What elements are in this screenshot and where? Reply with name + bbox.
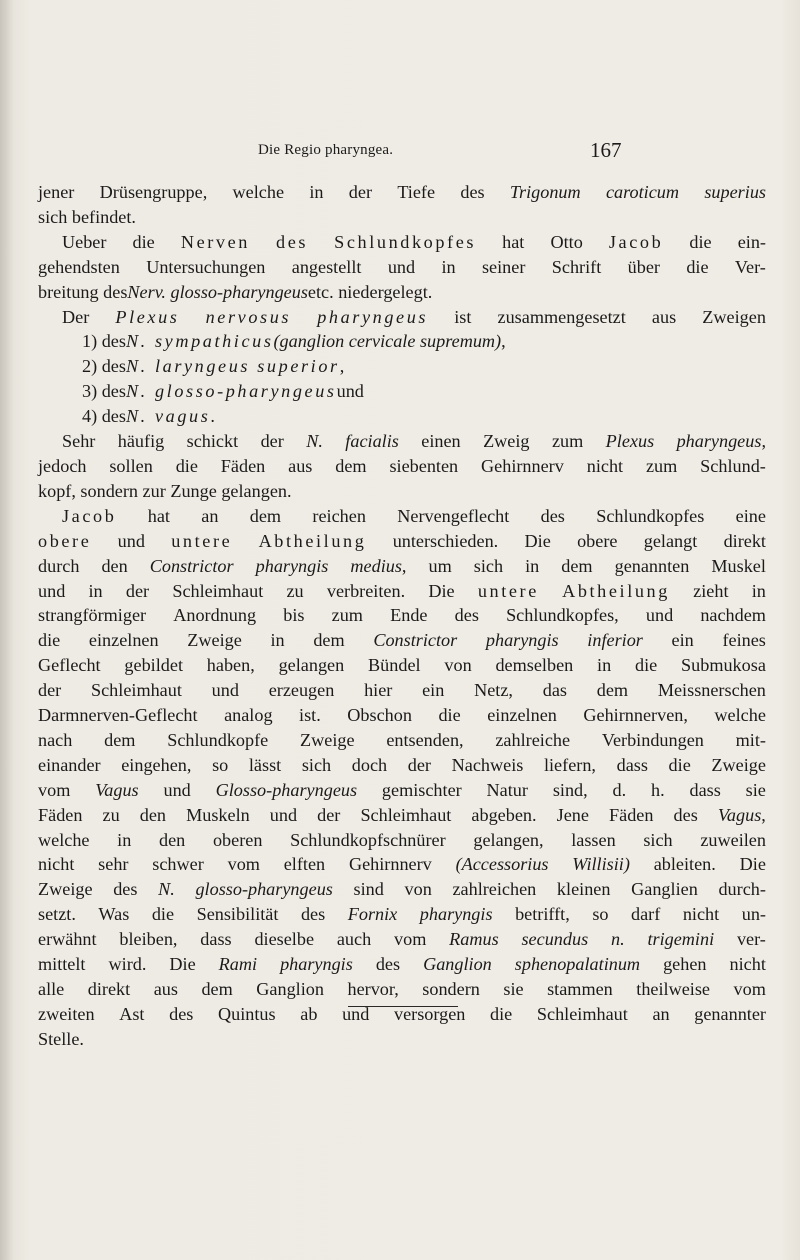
text-line: 2) des N. laryngeus superior , bbox=[82, 356, 345, 377]
text-line: obere und untere Abtheilung unterschieden. Die obere gelangt direkt bbox=[38, 530, 766, 551]
text-line: Geflecht gebildet haben, gelangen Bündel von demselben in die Submukosa bbox=[38, 655, 766, 676]
text-line: nach dem Schlundkopfe Zweige entsenden, zahlreiche Verbindungen mit- bbox=[38, 729, 766, 750]
text-line: zweiten Ast des Quintus ab und versorgen die Schleimhaut an genannter bbox=[38, 1003, 766, 1024]
text-line: Ueber die Nerven des Schlundkopfes hat Otto Jacob die ein- bbox=[62, 231, 766, 252]
text-line: vom Vagus und Glosso-pharyngeus gemischter Natur sind, d. h. dass sie bbox=[38, 779, 766, 800]
text-line: die einzelnen Zweige in dem Constrictor pharyngis inferior ein feines bbox=[38, 630, 766, 651]
text-line: mittelt wird. Die Rami pharyngis des Ganglion sphenopalatinum gehen nicht bbox=[38, 954, 766, 975]
text-line: kopf, sondern zur Zunge gelangen. bbox=[38, 480, 292, 501]
text-line: 4) des N. vagus . bbox=[82, 406, 215, 427]
text-line: nicht sehr schwer vom elften Gehirnnerv (Accessorius Willisii) ableiten. Die bbox=[38, 854, 766, 875]
page-header bbox=[0, 138, 800, 168]
text-line: erwähnt bleiben, dass dieselbe auch vom Ramus secundus n. trigemini ver- bbox=[38, 929, 766, 950]
text-line: durch den Constrictor pharyngis medius, um sich in dem genannten Muskel bbox=[38, 555, 766, 576]
text-line: der Schleimhaut und erzeugen hier ein Netz, das dem Meissnerschen bbox=[38, 680, 766, 701]
text-line: Fäden zu den Muskeln und der Schleimhaut abgeben. Jene Fäden des Vagus, bbox=[38, 804, 766, 825]
text-line: 3) des N. glosso-pharyngeus und bbox=[82, 381, 364, 402]
text-line: jener Drüsengruppe, welche in der Tiefe des Trigonum caroticum superius bbox=[38, 182, 766, 202]
text-line: strangförmiger Anordnung bis zum Ende des Schlundkopfes, und nachdem bbox=[38, 605, 766, 626]
text-line: sich befindet. bbox=[38, 206, 136, 227]
text-line: 1) des N. sympathicus (ganglion cervicale supremum) , bbox=[82, 331, 506, 352]
text-line: gehendsten Untersuchungen angestellt und in seiner Schrift über die Ver- bbox=[38, 256, 766, 277]
text-line: breitung des Nerv. glosso-pharyngeus etc. niedergelegt. bbox=[38, 281, 433, 302]
text-line: Jacob hat an dem reichen Nervengeflecht des Schlundkopfes eine bbox=[62, 505, 766, 526]
text-line: und in der Schleimhaut zu verbreiten. Die untere Abtheilung zieht in bbox=[38, 580, 766, 601]
running-title: Die Regio pharyngea. bbox=[258, 142, 394, 158]
text-line: setzt. Was die Sensibilität des Fornix pharyngis betrifft, so darf nicht un- bbox=[38, 904, 766, 925]
page-edge-shadow bbox=[0, 0, 14, 1260]
text-line: Sehr häufig schickt der N. facialis einen Zweig zum Plexus pharyngeus, bbox=[62, 431, 766, 452]
text-line: einander eingehen, so lässt sich doch der Nachweis liefern, dass die Zweige bbox=[38, 754, 766, 775]
text-line: Stelle. bbox=[38, 1028, 84, 1049]
text-line: jedoch sollen die Fäden aus dem siebenten Gehirnnerv nicht zum Schlund- bbox=[38, 455, 766, 476]
text-line: Darmnerven-Geflecht analog ist. Obschon die einzelnen Gehirnnerven, welche bbox=[38, 705, 766, 726]
text-line: Zweige des N. glosso-pharyngeus sind von zahlreichen kleinen Ganglien durch- bbox=[38, 879, 766, 900]
end-rule bbox=[348, 1006, 458, 1007]
text-line: alle direkt aus dem Ganglion hervor, sondern sie stammen theilweise vom bbox=[38, 979, 766, 999]
text-line: Der Plexus nervosus pharyngeus ist zusammengesetzt aus Zweigen bbox=[62, 306, 766, 327]
page-number: 167 bbox=[590, 138, 622, 162]
text-line: welche in den oberen Schlundkopfschnürer gelangen, lassen sich zuweilen bbox=[38, 829, 766, 850]
body-text bbox=[38, 180, 766, 1052]
